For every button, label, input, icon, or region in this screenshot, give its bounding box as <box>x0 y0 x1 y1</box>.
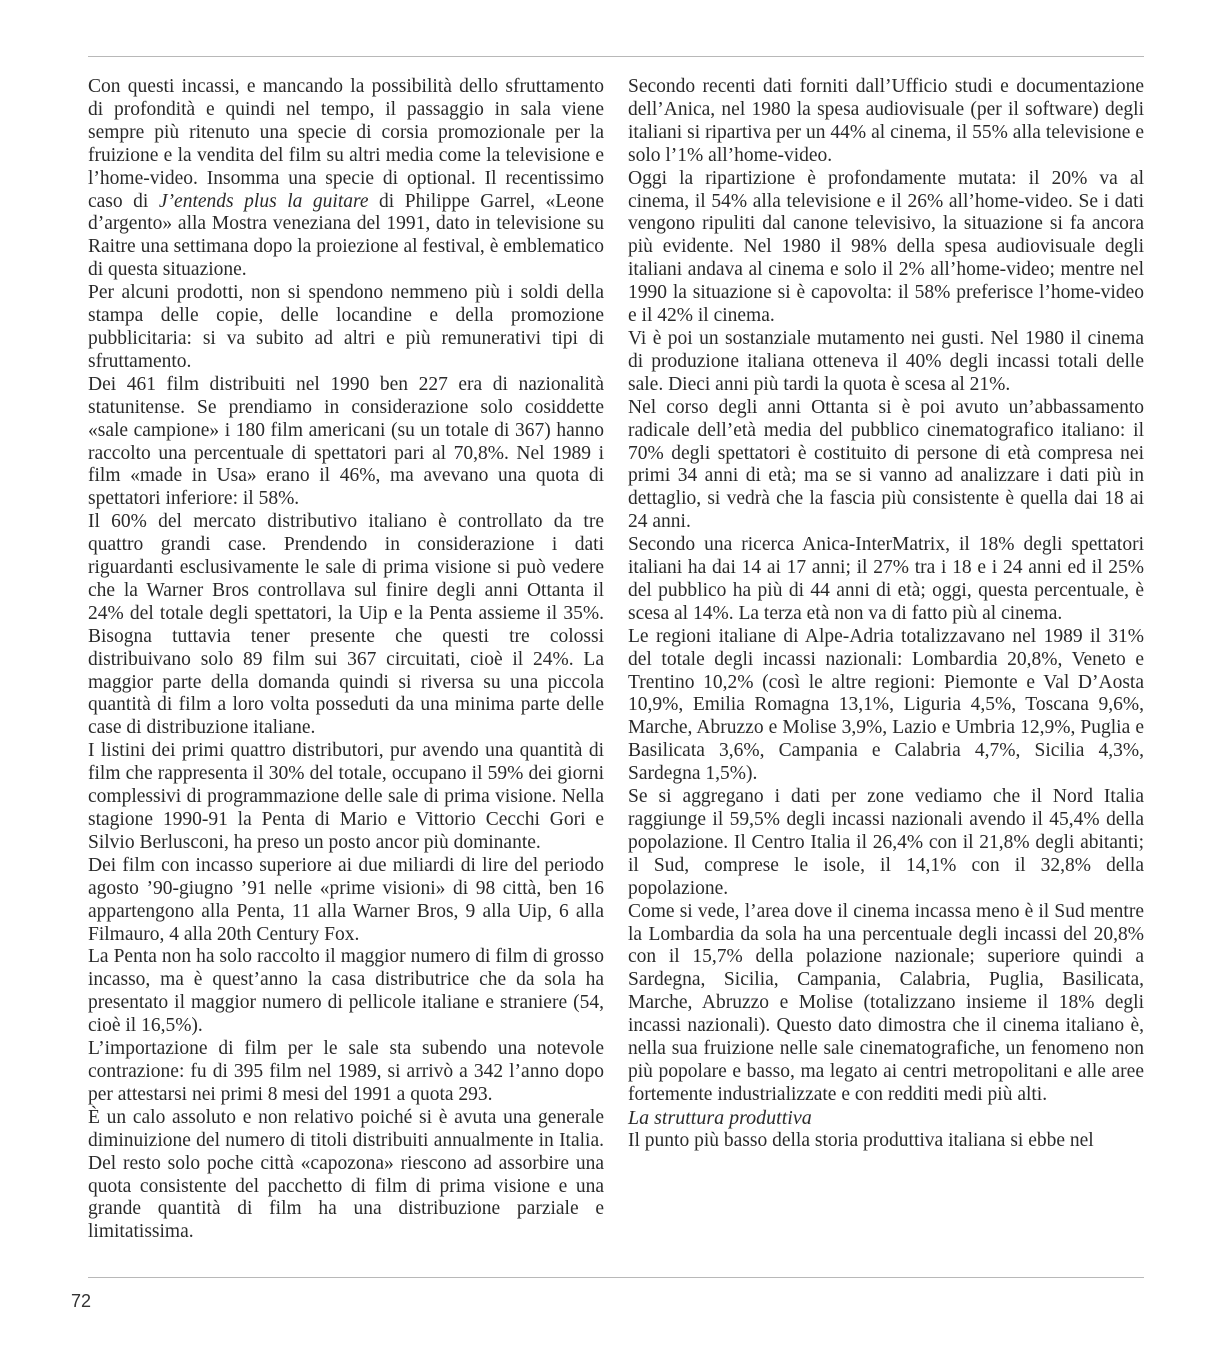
paragraph: Secondo recenti dati forniti dall’Ufficio studi e documentazione dell’Anica, nel 1980 la spesa audiovisuale (per il software) degli italiani si ripartiva per un 44% al cinema, il 55% alla televisione e solo l’1% all’home-video. <box>628 76 1144 166</box>
left-column <box>88 76 604 1244</box>
paragraph: Se si aggregano i dati per zone vediamo che il Nord Italia raggiunge il 59,5% degli incassi nazionali avendo il 45,4% della popolazione. Il Centro Italia il 26,4% con il 21,8% degli abitanti; il Sud, comprese le isole, il 14,1% con il 32,8% della popolazione. <box>628 786 1144 899</box>
paragraph: Secondo una ricerca Anica-InterMatrix, il 18% degli spettatori italiani ha dai 14 ai 17 anni; il 27% tra i 18 e i 24 anni ed il 25% del pubblico ha più di 44 anni di età; oggi, questa percentuale, è scesa al 14%. La terza età non va di fatto più al cinema. <box>628 534 1144 624</box>
paragraph: Dei film con incasso superiore ai due miliardi di lire del periodo agosto ’90-giugno ’91 nelle «prime visioni» di 98 città, ben 16 appartengono alla Penta, 11 alla Warner Bros, 9 alla Uip, 6 alla Filmauro, 4 alla 20th Century Fox. <box>88 854 604 945</box>
paragraph: Oggi la ripartizione è profondamente mutata: il 20% va al cinema, il 54% alla televisione e il 26% all’home-video. Se i dati vengono ripuliti dal canone televisivo, la situazione si fa ancora più evidente. Nel 1980 il 98% della spesa audiovisuale degli italiani andava al cinema e solo il 2% all’home-video; mentre nel 1990 la situazione si è capovolta: il 58% preferisce l’home-video e il 42% il cinema. <box>628 167 1144 327</box>
paragraph: L’importazione di film per le sale sta subendo una notevole contrazione: fu di 395 film nel 1989, si arrivò a 342 l’anno dopo per attestarsi nei primi 8 mesi del 1991 a quota 293. <box>88 1038 604 1105</box>
paragraph-text: di Philippe Garrel, «Leone d’argento» alla Mostra veneziana del 1991, dato in televisione su Raitre una settimana dopo la proiezione al festival, è emblematico di questa situazione. <box>88 190 604 281</box>
paragraph: Per alcuni prodotti, non si spendono nemmeno più i soldi della stampa delle copie, delle locandine e della promozione pubblicitaria: si va subito ad altri e più remunerativi tipi di sfruttamento. <box>88 282 604 372</box>
section-first-line: Il punto più basso della storia produttiva italiana si ebbe nel <box>628 1129 1094 1151</box>
paragraph <box>88 76 604 282</box>
bottom-rule <box>88 1277 1144 1278</box>
right-column <box>628 76 1144 1153</box>
section-heading: La struttura produttiva <box>628 1106 812 1129</box>
page-number: 72 <box>71 1291 92 1311</box>
paragraph: È un calo assoluto e non relativo poiché si è avuta una generale diminuizione del numero di titoli distribuiti annualmente in Italia. Del resto solo poche città «capozona» riescono ad assorbire una quota consistente del pacchetto di film di prima visione e una grande quantità di film ha una distribuzione parziale e limitatissima. <box>88 1106 604 1243</box>
paragraph: Come si vede, l’area dove il cinema incassa meno è il Sud mentre la Lombardia da sola ha una percentuale degli incassi del 20,8% con il 15,7% della polazione nazionale; superiore quindi a Sardegna, Sicilia, Campania, Calabria, Puglia, Basilicata, Marche, Abruzzo e Molise (totalizzano insieme il 18% degli incassi nazionali). Questo dato dimostra che il cinema italiano è, nella sua fruizione nelle sale cinematografiche, un fenomeno non più popolare e basso, ma legato ai centri metropolitani e alle aree fortemente industrializzate e con redditi medi più alti. <box>628 900 1144 1105</box>
paragraph: La Penta non ha solo raccolto il maggior numero di film di grosso incasso, ma è quest’anno la casa distributrice che da sola ha presentato il maggior numero di pellicole italiane e straniere (54, cioè il 16,5%). <box>88 946 604 1037</box>
top-rule <box>88 56 1144 57</box>
film-title: J’entends plus la guitare <box>158 190 369 212</box>
paragraph: Il 60% del mercato distributivo italiano è controllato da tre quattro grandi case. Prendendo in considerazione i dati riguardanti esclusivamente le sale di prima visione si può vedere che la Warner Bros controllava sul finire degli anni Ottanta il 24% del totale degli spettatori, la Uip e la Penta assieme il 35%. Bisogna tuttavia tener presente che questi tre colossi distribuivano solo 89 film sui 367 circuitati, cioè il 24%. La maggior parte della domanda quindi si riversa su una piccola quantità di film a loro volta posseduti da una minima parte delle case di distribuzione italiane. <box>88 511 604 739</box>
paragraph-text: Con questi incassi, e mancando la possibilità dello sfruttamento di profondità e quindi nel tempo, il passaggio in sala viene sempre più ritenuto una specie di corsia promozionale per la fruizione e la vendita del film su altri media come la televisione e l’home-video. Insomma una specie di optional. Il recentissimo caso di <box>88 76 604 212</box>
paragraph: I listini dei primi quattro distributori, pur avendo una quantità di film che rappresenta il 30% del totale, occupano il 59% dei giorni complessivi di programmazione delle sale di prima visione. Nella stagione 1990-91 la Penta di Mario e Vittorio Cecchi Gori e Silvio Berlusconi, ha preso un posto ancor più dominante. <box>88 740 604 853</box>
paragraph: Nel corso degli anni Ottanta si è poi avuto un’abbassamento radicale dell’età media del pubblico cinematografico italiano: il 70% degli spettatori è costituito di persone di età compresa nei primi 34 anni di età; ma se si vanno ad analizzare i dati più in dettaglio, si vedrà che la fascia più consistente è quella dai 18 ai 24 anni. <box>628 396 1144 533</box>
paragraph: Dei 461 film distribuiti nel 1990 ben 227 era di nazionalità statunitense. Se prendiamo in considerazione solo cosiddette «sale campione» i 180 film americani (su un totale di 367) hanno raccolto una percentuale di spettatori pari al 70,8%. Nel 1989 i film «made in Usa» erano il 46%, ma avevano una quota di spettatori inferiore: il 58%. <box>88 373 604 510</box>
paragraph: Le regioni italiane di Alpe-Adria totalizzavano nel 1989 il 31% del totale degli incassi nazionali: Lombardia 20,8%, Veneto e Trentino 10,2% (così le altre regioni: Piemonte e Val D’Aosta 10,9%, Emilia Romagna 13,1%, Liguria 4,5%, Toscana 9,6%, Marche, Abruzzo e Molise 3,9%, Lazio e Umbria 12,9%, Puglia e Basilicata 3,6%, Campania e Calabria 4,7%, Sicilia 4,3%, Sardegna 1,5%). <box>628 625 1144 785</box>
paragraph: Vi è poi un sostanziale mutamento nei gusti. Nel 1980 il cinema di produzione italiana otteneva il 40% degli incassi totali delle sale. Dieci anni più tardi la quota è scesa al 21%. <box>628 327 1144 395</box>
